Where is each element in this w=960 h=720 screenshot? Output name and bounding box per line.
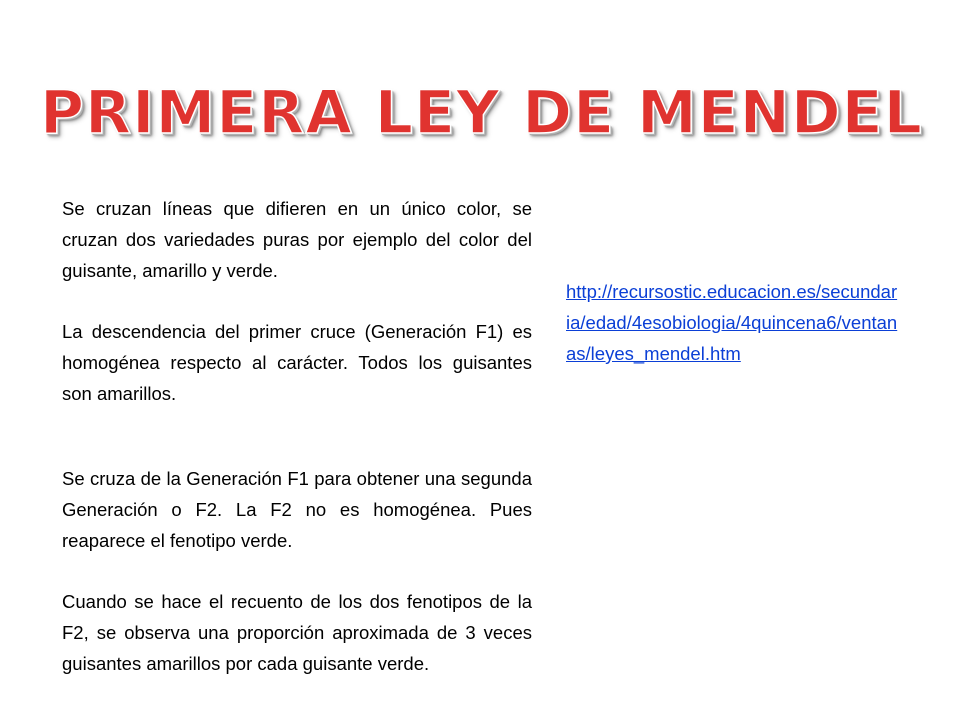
slide-title: PRIMERA LEY DE MENDEL [40, 78, 923, 148]
paragraph-3: Se cruza de la Generación F1 para obtener una segunda Generación o F2. La F2 no es homogénea. Pues reaparece el fenotipo verde. [62, 468, 532, 551]
paragraph-1: Se cruzan líneas que difieren en un único color, se cruzan dos variedades puras por ejemplo del color del guisante, amarillo y verde. [62, 198, 532, 281]
reference-link[interactable]: http://recursostic.educacion.es/secundaria/edad/4esobiologia/4quincena6/ventanas/leyes_mendel.htm [566, 281, 898, 364]
body-text [62, 193, 532, 679]
paragraph-4: Cuando se hace el recuento de los dos fenotipos de la F2, se observa una proporción aproximada de 3 veces guisantes amarillos por cada guisante verde. [62, 591, 532, 674]
paragraph-2: La descendencia del primer cruce (Generación F1) es homogénea respecto al carácter. Todos los guisantes son amarillos. [62, 321, 532, 404]
